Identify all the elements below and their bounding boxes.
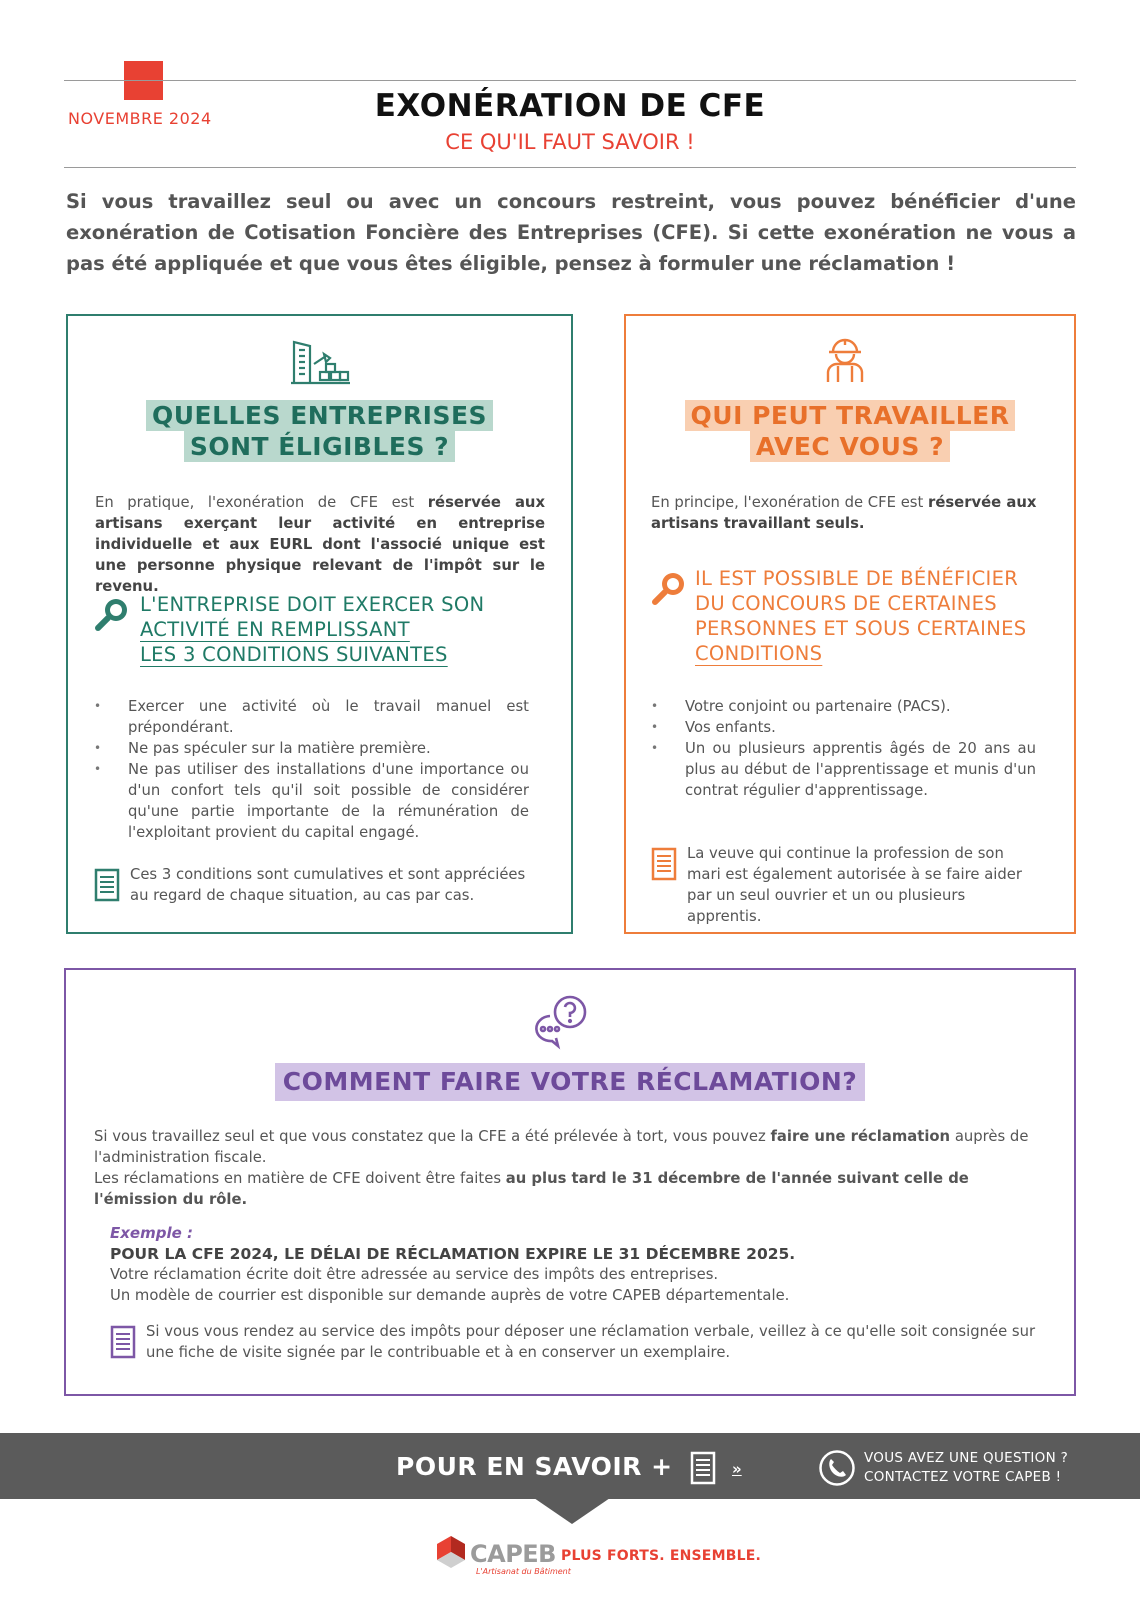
capeb-logo-text: CAPEB bbox=[470, 1540, 556, 1568]
capeb-logo-icon bbox=[433, 1530, 469, 1570]
page-title: EXONÉRATION DE CFE bbox=[374, 88, 766, 124]
conditions-list bbox=[94, 696, 529, 843]
example-label: Exemple : bbox=[110, 1224, 193, 1242]
capeb-logo-tagline: L'Artisanat du Bâtiment bbox=[476, 1567, 571, 1576]
document-icon[interactable] bbox=[690, 1451, 716, 1485]
possibility-title-line3: PERSONNES ET SOUS CERTAINES bbox=[695, 617, 1027, 640]
workers-heading: QUI PEUT TRAVAILLER bbox=[685, 400, 1016, 431]
conditions-note: Ces 3 conditions sont cumulatives et sont appréciées au regard de chaque situation, au cas par cas. bbox=[94, 864, 530, 906]
chat-question-icon bbox=[528, 994, 592, 1052]
conditions-title-line1: L'ENTREPRISE DOIT EXERCER SON bbox=[140, 593, 485, 616]
document-icon bbox=[110, 1325, 136, 1359]
reclamation-heading: COMMENT FAIRE VOTRE RÉCLAMATION? bbox=[275, 1063, 866, 1101]
example-line-1: Votre réclamation écrite doit être adressée au service des impôts des entreprises. bbox=[110, 1266, 719, 1283]
widow-note: La veuve qui continue la profession de son mari est également autorisée à se faire aider par un seul ouvrier et un ou plusieurs apprentis. bbox=[651, 843, 1038, 927]
publication-date: NOVEMBRE 2024 bbox=[68, 109, 212, 128]
list-item: • Ne pas spéculer sur la matière première. bbox=[94, 738, 529, 759]
document-icon bbox=[94, 868, 120, 902]
contact-text: VOUS AVEZ UNE QUESTION ? CONTACTEZ VOTRE CAPEB ! bbox=[864, 1450, 1069, 1485]
verbal-claim-note: Si vous vous rendez au service des impôts pour déposer une réclamation verbale, veillez à ce qu'elle soit consignée sur une fiche de visite signée par le contribuable et à en conserver un exemplaire. bbox=[110, 1321, 1050, 1363]
list-item: • Vos enfants. bbox=[651, 717, 1036, 738]
list-item: • Exercer une activité où le travail manuel est prépondérant. bbox=[94, 696, 529, 738]
conditions-title-line3: LES 3 CONDITIONS SUIVANTES bbox=[140, 643, 448, 666]
phone-icon[interactable] bbox=[818, 1449, 856, 1487]
possibility-callout bbox=[651, 566, 1026, 666]
workers-paragraph: En principe, l'exonération de CFE est réservée aux artisans travaillant seuls. bbox=[651, 494, 1037, 532]
conditions-callout bbox=[94, 592, 484, 667]
conditions-title-line2: ACTIVITÉ EN REMPLISSANT bbox=[140, 618, 410, 641]
reclamation-paragraph-1: Si vous travaillez seul et que vous constatez que la CFE a été prélevée à tort, vous pouvez faire une réclamation auprès de l'administration fiscale. bbox=[94, 1128, 1029, 1166]
possibility-title-line1: IL EST POSSIBLE DE BÉNÉFICIER bbox=[695, 567, 1019, 590]
intro-paragraph: Si vous travaillez seul ou avec un concours restreint, vous pouvez bénéficier d'une exonération de Cotisation Foncière des Entreprises (CFE). Si cette exonération ne vous a pas été appliquée et que vous êtes éligible, pensez à formuler une réclamation ! bbox=[66, 190, 1076, 275]
example-line-2: Un modèle de courrier est disponible sur demande auprès de votre CAPEB départementale. bbox=[110, 1287, 790, 1304]
page-subtitle: CE QU'IL FAUT SAVOIR ! bbox=[445, 130, 695, 154]
footer-notch bbox=[534, 1498, 610, 1524]
buildings-icon bbox=[290, 338, 352, 386]
eligibility-heading: QUELLES ENTREPRISES bbox=[146, 400, 493, 431]
list-item: • Votre conjoint ou partenaire (PACS). bbox=[651, 696, 1036, 717]
learn-more-label: POUR EN SAVOIR + bbox=[396, 1452, 673, 1481]
learn-more-link[interactable]: » bbox=[732, 1460, 742, 1478]
workers-heading-line2: AVEC VOUS ? bbox=[750, 431, 950, 462]
document-icon bbox=[651, 847, 677, 881]
list-item: • Ne pas utiliser des installations d'une importance ou d'un confort tels qu'il soit possible de considérer qu'une partie importante de la rémunération de l'exploitant provient du capital engagé. bbox=[94, 759, 529, 843]
workers-card bbox=[624, 314, 1076, 934]
possibility-title-line2: DU CONCOURS DE CERTAINES bbox=[695, 592, 997, 615]
reclamation-paragraph-2: Les réclamations en matière de CFE doivent être faites au plus tard le 31 décembre de l'année suivant celle de l'émission du rôle. bbox=[94, 1170, 969, 1208]
magnifier-icon bbox=[651, 570, 689, 608]
reclamation-heading-wrap bbox=[64, 1063, 1076, 1101]
header-bottom-rule bbox=[64, 167, 1076, 168]
helpers-list bbox=[651, 696, 1036, 801]
eligibility-paragraph: En pratique, l'exonération de CFE est réservée aux artisans exerçant leur activité en entreprise individuelle et aux EURL dont l'associé unique est une personne physique relevant de l'impôt sur le revenu. bbox=[95, 494, 546, 595]
possibility-title-line4: CONDITIONS bbox=[695, 642, 823, 665]
slogan: PLUS FORTS. ENSEMBLE. bbox=[561, 1548, 761, 1564]
eligibility-card bbox=[66, 314, 573, 934]
example-title: POUR LA CFE 2024, LE DÉLAI DE RÉCLAMATION EXPIRE LE 31 DÉCEMBRE 2025. bbox=[110, 1245, 796, 1263]
header-top-rule bbox=[64, 80, 1076, 81]
eligibility-heading-line2: SONT ÉLIGIBLES ? bbox=[184, 431, 455, 462]
worker-icon bbox=[823, 336, 867, 384]
list-item: • Un ou plusieurs apprentis âgés de 20 ans au plus au début de l'apprentissage et munis d'un contrat régulier d'apprentissage. bbox=[651, 738, 1036, 801]
magnifier-icon bbox=[94, 596, 132, 634]
